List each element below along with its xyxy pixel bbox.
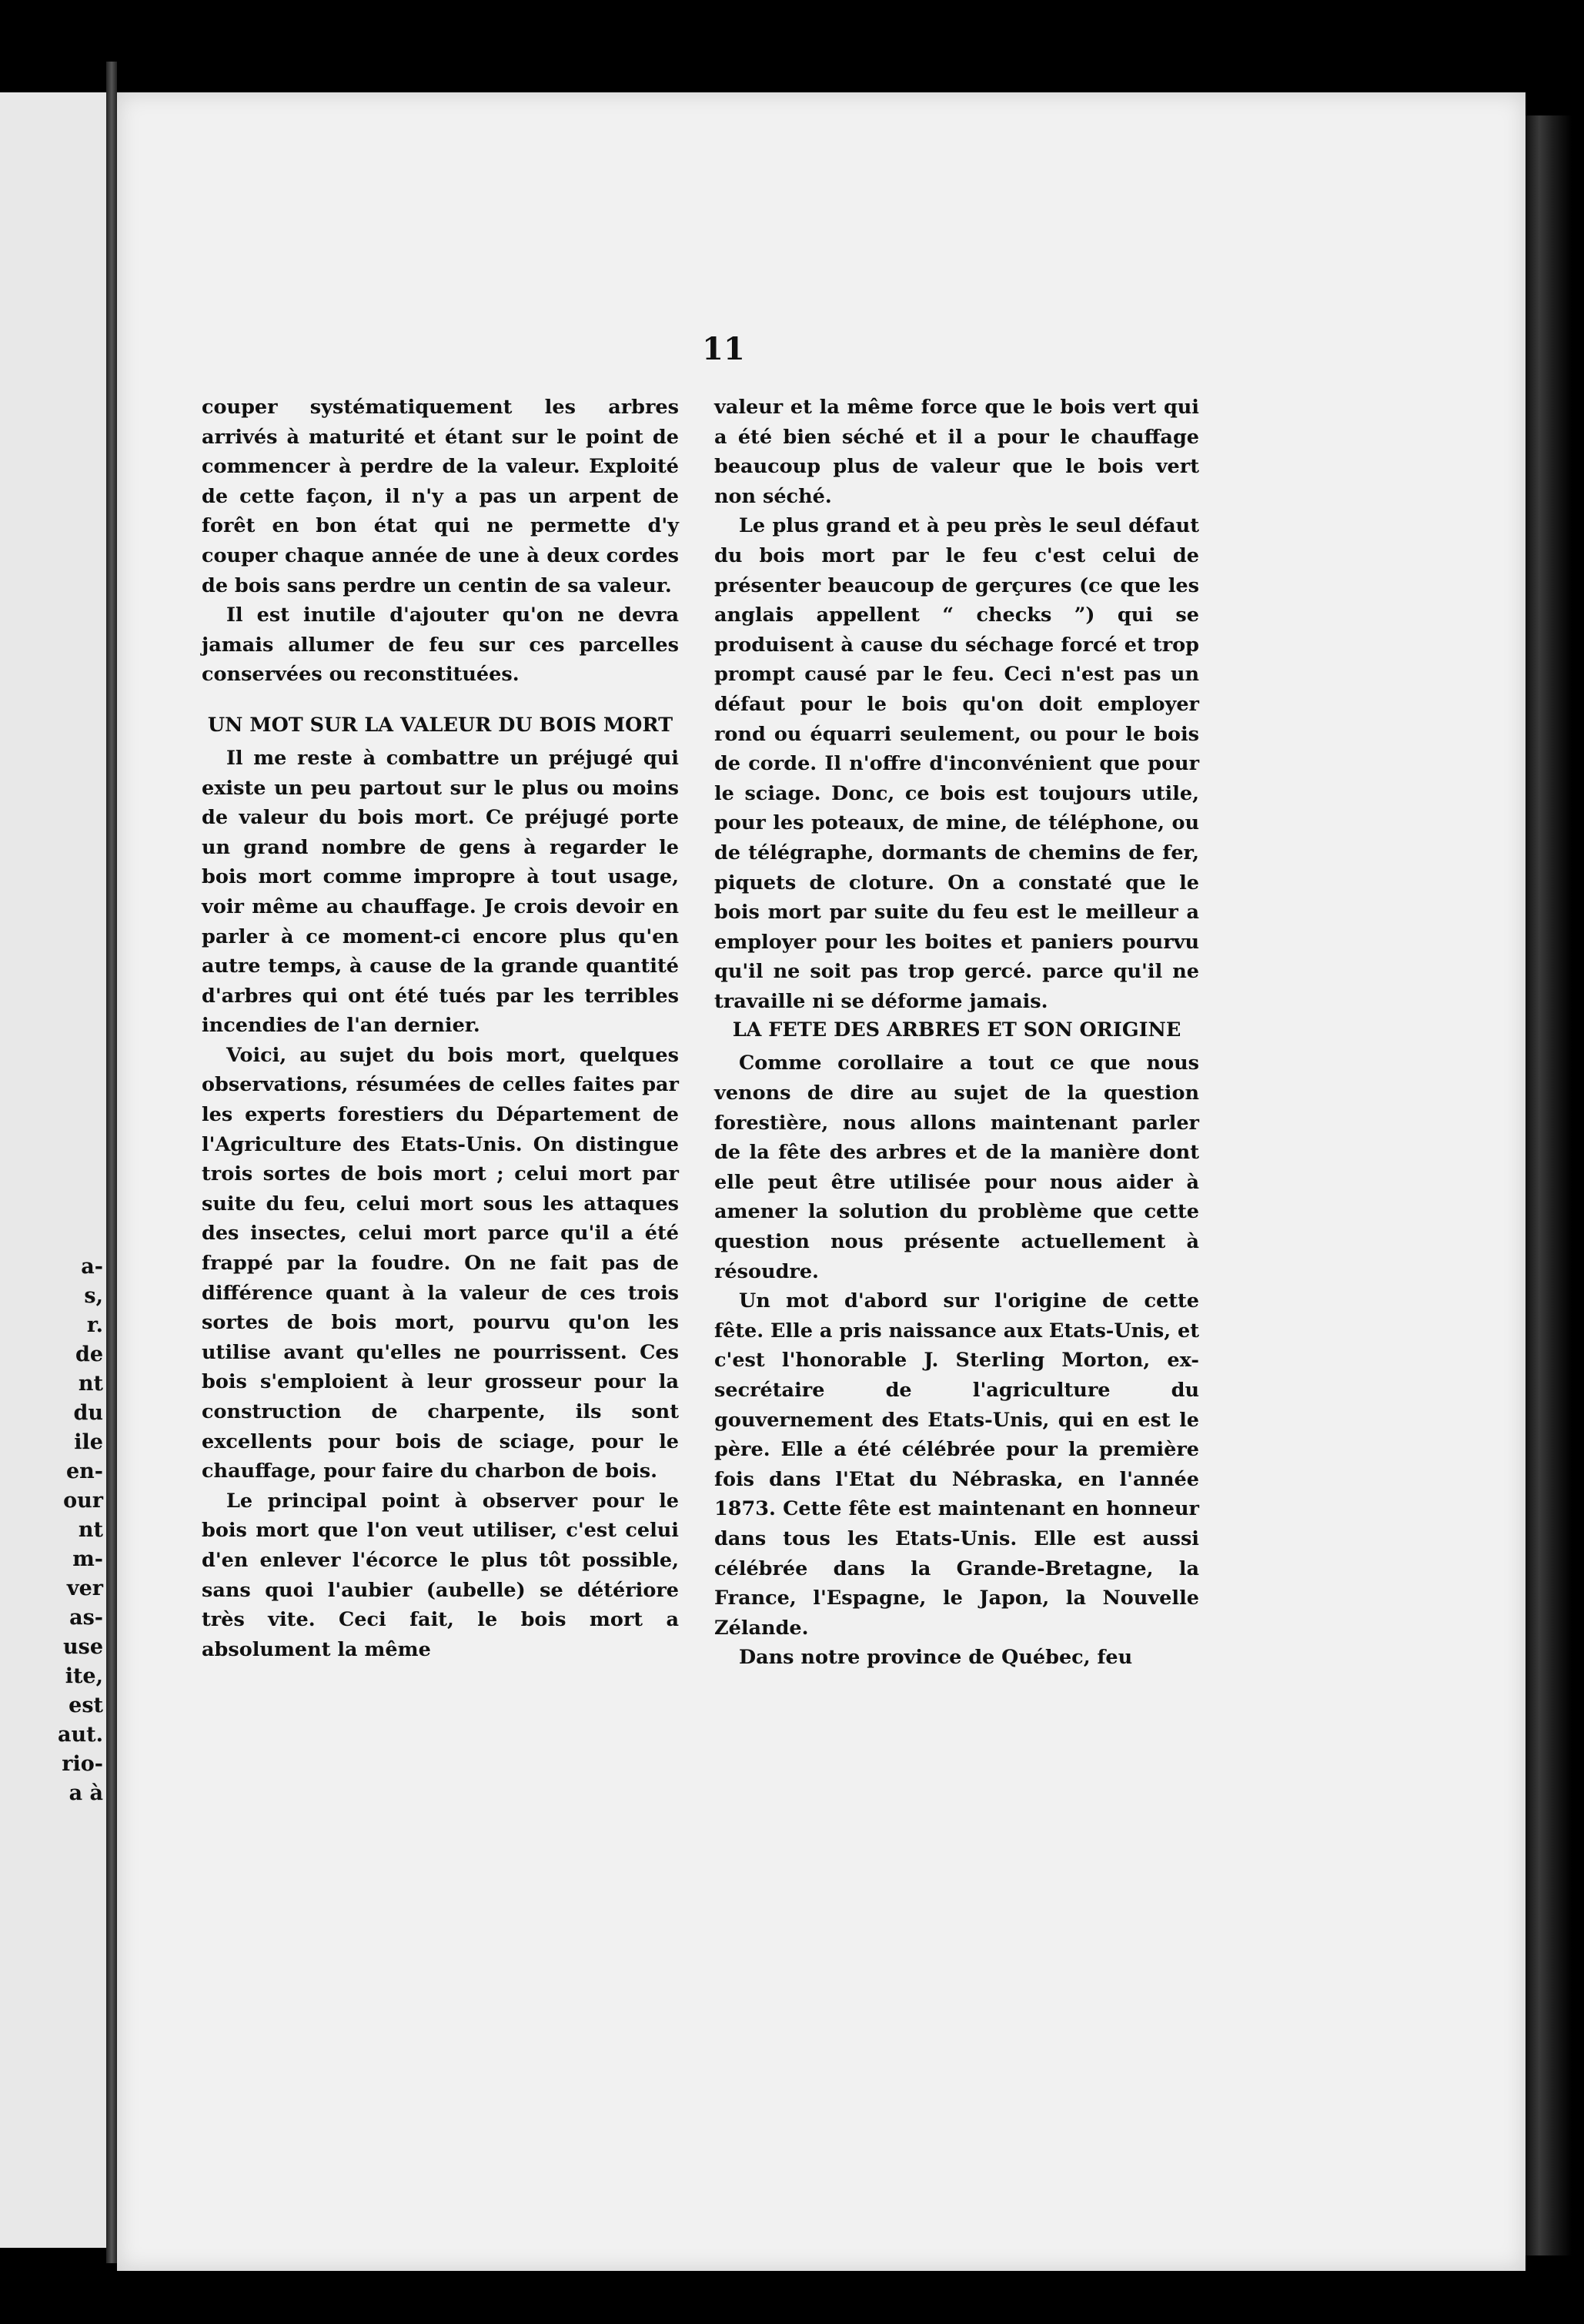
margin-fragment: nt [78,1518,103,1542]
paragraph: valeur et la même force que le bois vert qui a été bien séché et il a pour le chauffage beaucoup plus de valeur que le bois vert non séché. [714,396,1199,508]
margin-fragment: du [73,1401,103,1425]
book-cover-edge [1526,115,1572,2255]
margin-fragment: m- [72,1547,103,1571]
book-gutter [106,62,117,2263]
paragraph: Il me reste à combattre un préjugé qui existe un peu partout sur le plus ou moins de valeur du bois mort. Ce préjugé porte un grand nombre de gens à regarder le bois mort comme impropre à tout usage, voir même au chauffage. Je crois devoir en parler à ce moment-ci encore plus qu'en autre temps, à cause de la grande quantité d'arbres qui ont été tués par les terribles incendies de l'an dernier. [202,746,679,1038]
margin-fragment: r. [86,1313,103,1337]
margin-fragment: a à [69,1781,103,1805]
paragraph: Dans notre province de Québec, feu [739,1646,1133,1670]
margin-fragment: a- [81,1255,103,1279]
paragraph: Il est inutile d'ajouter qu'on ne devra jamais allumer de feu sur ces parcelles conservées ou reconstituées. [202,604,679,687]
margin-fragment: de [75,1343,103,1366]
margin-fragment: use [62,1635,103,1659]
margin-fragment: ver [66,1577,103,1600]
previous-page-edge [0,92,108,2248]
margin-fragment: aut. [58,1723,103,1747]
margin-fragment: nt [78,1372,103,1396]
paragraph: Voici, au sujet du bois mort, quelques observations, résumées de celles faites par les experts forestiers du Département de l'Agriculture des Etats-Unis. On distingue trois sortes de bois mort ; celui mort par suite du feu, celui mort sous les attaques des insectes, celui mort parce qu'il a été frappé par la foudre. On ne fait pas de différence quant à la valeur de ces trois sortes de bois mort, pourvu qu'on les utilise avant qu'elles ne pourrissent. Ces bois s'emploient à leur grosseur pour la construction de charpente, ils sont excellents pour bois de sciage, pour le chauffage, pour faire du charbon de bois. [202,1043,679,1483]
margin-fragment: our [63,1489,103,1513]
margin-fragment: rio- [62,1752,103,1776]
paragraph: Un mot d'abord sur l'origine de cette fête. Elle a pris naissance aux Etats-Unis, et c'est l'honorable J. Sterling Morton, ex-secrétaire de l'agriculture du gouvernement des Etats-Unis, qui en est le père. Elle a été célébrée pour la première fois dans l'Etat du Nébraska, en l'année 1873. Cette fête est maintenant en honneur dans tous les Etats-Unis. Elle est aussi célébrée dans la Grande-Bretagne, la France, l'Espagne, le Japon, la Nouvelle Zélande. [714,1289,1199,1640]
section-heading: UN MOT SUR LA VALEUR DU BOIS MORT [207,713,673,737]
left-column [202,393,679,1664]
right-column [714,393,1199,1673]
paragraph: Le principal point à observer pour le bois mort que l'on veut utiliser, c'est celui d'en enlever l'écorce le plus tôt possible, sans quoi l'aubier (aubelle) se détériore très vite. Ceci fait, le bois mort a absolument la même [202,1489,679,1661]
paragraph: couper systématiquement les arbres arrivés à maturité et étant sur le point de commencer à perdre de la valeur. Exploité de cette façon, il n'y a pas un arpent de forêt en bon état qui ne permette d'y couper chaque année de une à deux cordes de bois sans perdre un centin de sa valeur. [202,396,679,597]
margin-fragment: est [69,1694,103,1717]
margin-fragment: en- [65,1460,103,1483]
paragraph: Le plus grand et à peu près le seul défaut du bois mort par le feu c'est celui de présenter beaucoup de gerçures (ce que les anglais appellent “ checks ”) qui se produisent à cause du séchage forcé et trop prompt causé par le feu. Ceci n'est pas un défaut pour le bois qu'on doit employer rond ou équarri seulement, ou pour le bois de corde. Il n'offre d'inconvénient que pour le sciage. Donc, ce bois est toujours utile, pour les poteaux, de mine, de téléphone, ou de télégraphe, dormants de chemins de fer, piquets de cloture. On a constaté que le bois mort par suite du feu est le meilleur a employer pour les boites et paniers pourvu qu'il ne soit pas trop gercé. parce qu'il ne travaille ni se déforme jamais. [714,514,1199,1013]
margin-fragment: ite, [65,1664,103,1688]
margin-fragment: s, [84,1284,103,1308]
margin-fragment: as- [69,1606,103,1630]
paragraph: Comme corollaire a tout ce que nous venons de dire au sujet de la question forestière, nous allons maintenant parler de la fête des arbres et de la manière dont elle peut être utilisée pour nous aider à amener la solution du problème que cette question nous présente actuellement à résoudre. [714,1052,1199,1283]
margin-fragment: ile [74,1430,103,1454]
section-heading: LA FETE DES ARBRES ET SON ORIGINE [732,1018,1181,1042]
page-number: 11 [702,331,745,367]
